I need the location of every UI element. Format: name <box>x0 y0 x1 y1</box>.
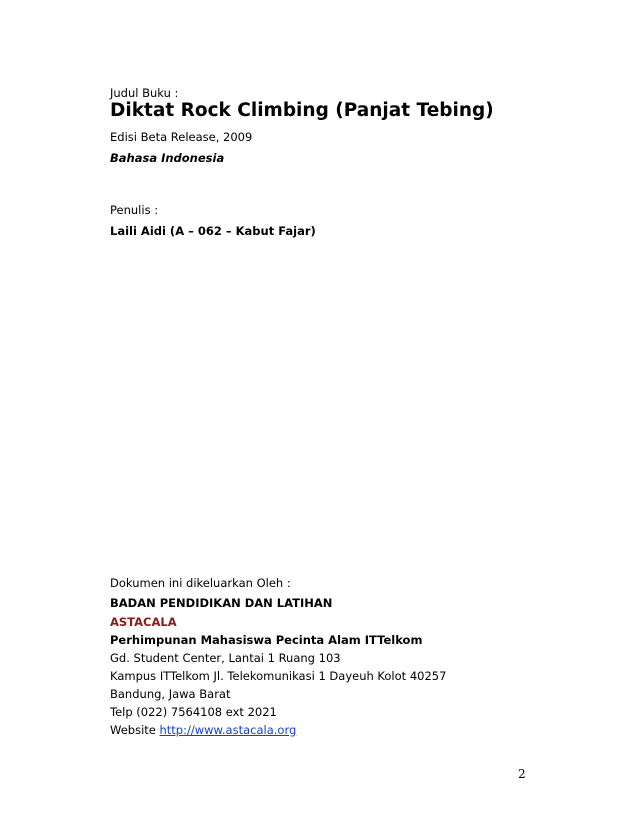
author-label: Penulis : <box>110 203 159 217</box>
publisher-department: BADAN PENDIDIKAN DAN LATIHAN <box>110 596 333 610</box>
website-label: Website <box>110 723 156 737</box>
book-edition: Edisi Beta Release, 2009 <box>110 130 253 144</box>
publisher-phone: Telp (022) 7564108 ext 2021 <box>110 705 277 719</box>
publisher-label: Dokumen ini dikeluarkan Oleh : <box>110 576 291 590</box>
author-name: Laili Aidi (A – 062 – Kabut Fajar) <box>110 224 316 238</box>
book-title: Diktat Rock Climbing (Panjat Tebing) <box>110 100 494 121</box>
publisher-org: ASTACALA <box>110 615 177 629</box>
book-label: Judul Buku : <box>110 86 179 100</box>
publisher-website <box>110 723 296 737</box>
publisher-org-full: Perhimpunan Mahasiswa Pecinta Alam ITTelkom <box>110 633 423 647</box>
publisher-address-1: Gd. Student Center, Lantai 1 Ruang 103 <box>110 651 341 665</box>
publisher-address-2: Kampus ITTelkom Jl. Telekomunikasi 1 Dayeuh Kolot 40257 <box>110 669 447 683</box>
website-link[interactable]: http://www.astacala.org <box>159 723 297 737</box>
publisher-address-3: Bandung, Jawa Barat <box>110 687 231 701</box>
book-language: Bahasa Indonesia <box>110 151 225 165</box>
page-number: 2 <box>518 767 526 781</box>
